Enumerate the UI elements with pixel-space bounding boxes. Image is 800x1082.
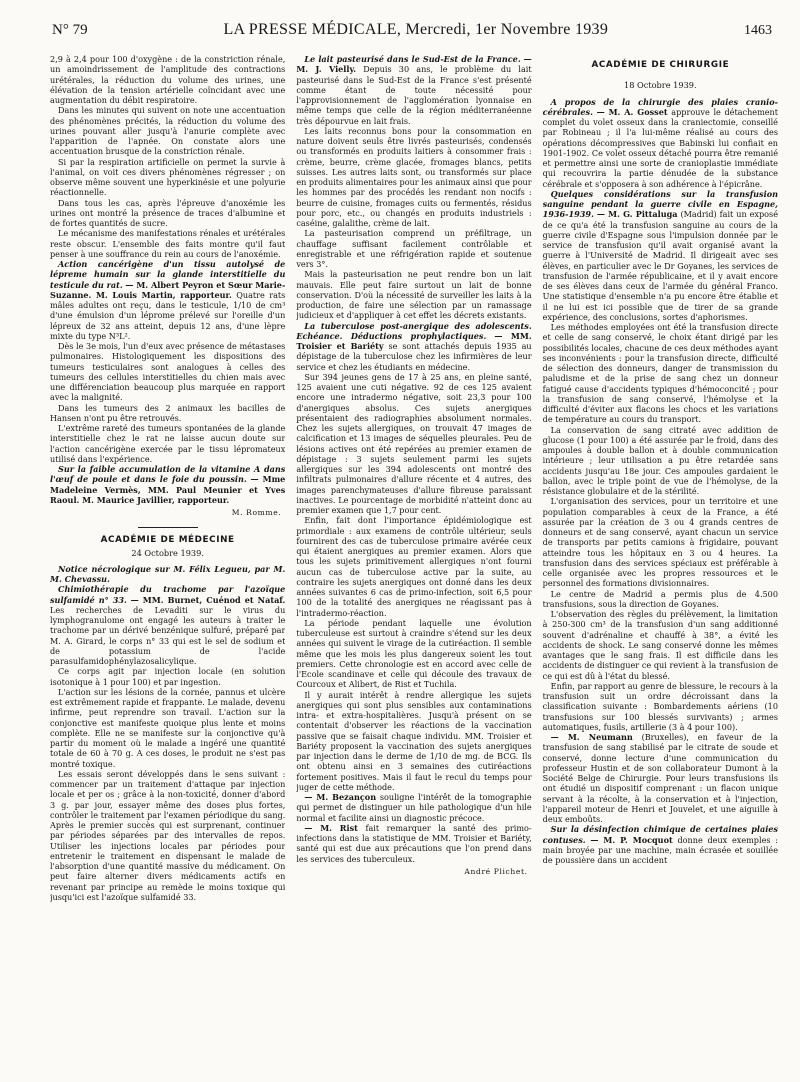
section-title: ACADÉMIE DE CHIRURGIE — [591, 60, 730, 70]
article-text: donne deux exemples : main broyée par une machine, main écrasée et souillée de poussière dans un accident — [542, 834, 778, 865]
article-authors: — M. J. Vielly. — [296, 54, 532, 75]
article-item — [296, 321, 531, 372]
article-authors: — MM. Burnet, Cuénod et Nataf. — [130, 594, 286, 605]
signature: André Plichet. — [464, 866, 528, 876]
paragraph: Les laits reconnus bons pour la consommation en nature doivent seuls être livrés pasteurisés, condensés ou transformés en produits laitiers à consommer frais : crème, beurre, crème glacée, fromages blancs, petits suisses. Les autres laits sont, ou transformés sur place en produits alimentaires pour les animaux ainsi que pour les hommes par des procédés les rendant non nocifs : beurre de cuisine, fromages cuits ou fermentés, résidus pour porc, etc., ou changés en produits industriels : caséine, galalithe, crème de lait. — [296, 125, 532, 228]
article-title: Notice nécrologique sur M. Félix Legueu, par M. M. Chevassu. — [50, 563, 286, 584]
article-item — [50, 259, 285, 341]
paragraph: Le mécanisme des manifestations rénales et urétérales reste obscur. L'ensemble des faits montre qu'il faut penser à une souffrance du rein au cours de l'anoxémie. — [50, 228, 286, 259]
page-header — [52, 21, 772, 43]
article-item — [543, 189, 778, 322]
article-title: Quelques considérations sur la transfusion sanguine pendant la guerre civile en Espagne, 1936-1939. — [542, 188, 778, 220]
article-item — [543, 732, 778, 824]
article-item — [50, 584, 285, 666]
article-text: se sont attachés depuis 1935 au dépistage de la tuberculose chez les infirmières de leur service et chez les étudiants en médecine. — [296, 341, 532, 372]
article-text: approuve le détachement complet du volet osseux dans la craniectomie, conseillé par Robineau ; il l'a lui-même réalisé au cours des opérations décompressives que Babinski lui confiait en 1901-1902. Ce volet osseux détaché pourra être remanié et permettre ainsi une sorte de cranioplastie immédiate qui recouvrira la partie dénudée de la substance cérébrale et s'opposera à son adhérence à l'épicrâne. — [542, 106, 778, 189]
paragraph: L'action sur les lésions de la cornée, pannus et ulcère est extrêmement rapide et frappante. Le malade, devenu infirme, peut reprendre son travail. L'action sur la conjonctive est manifeste quoique plus lente et moins complète. Elle ne se manifeste sur la conjonctive qu'à partir du moment où le malade a ingéré une quantité totale de 60 à 70 g. A ces doses, le produit ne s'est pas montré toxique. — [50, 686, 286, 769]
paragraph: L'organisation des services, pour un territoire et une population comparables à ceux de la France, a été assurée par la création de 3 ou 4 grands centres de donneurs et de sang conservé, ayant chacun un service de transports par petits camions à frigidaire, pouvant atteindre tous les hôpitaux en 3 ou 4 heures. La transfusion dans des services spéciaux est préférable à celle organisée avec les propres ressources et le personnel des formations divisionnaires. — [542, 496, 778, 589]
article-authors: — MM. Troisier et Bariéty — [296, 330, 532, 351]
paragraph: L'extrême rareté des tumeurs spontanées de la glande interstitielle chez le rat ne laisse aucun doute sur l'action cancérigène exercée par le tissu lépromateux utilisé dans l'expérience. — [50, 423, 286, 464]
section-date: 18 Octobre 1939. — [624, 80, 697, 91]
article-text: (Madrid) fait un exposé de ce qu'a été la transfusion sanguine au cours de la guerre civile d'Espagne sous l'impulsion donnée par le service de transfusion qu'il avait organisé avant la guerre à l'Université de Madrid. Il dirigeait avec ses élèves, en particulier avec le Dr Goyanes, les services de transfusion de l'armée républicaine, et il y avait encore de ses élèves dans ceux de l'armée du général Franco. Une statistique d'ensemble n'a pu encore être établie et il ne lui est ici possible que de tirer de sa grande expérience, des conclusions, sortes d'aphorismes. — [542, 209, 778, 322]
paragraph: Les essais seront développés dans le sens suivant : commencer par un traitement d'attaque par injection locale et per os ; grâce à la non-toxicité, donner d'abord 3 g. par jour, essayer même des doses plus fortes, contrôler le traitement par l'examen périodique du sang. Après le premier succès qui est surprenant, continuer par périodes séparées par des intervalles de repos. Utiliser les injections locales par périodes pour entretenir le traitement en dispensant le malade de l'absorption d'une quantité massive du médicament. On peut faire alterner divers médicaments actifs en revenant par principe au remède le moins toxique qui jusqu'ici est l'azoïque sulfamidé 33. — [50, 768, 286, 902]
column-left — [50, 54, 285, 1078]
article-authors: — M. A. Gosset — [596, 106, 668, 117]
article-authors: — M. Rist — [304, 822, 358, 833]
paragraph: Dans les tumeurs des 2 animaux les bacilles de Hansen n'ont pu être retrouvés. — [50, 402, 286, 423]
paragraph: Enfin, par rapport au genre de blessure, le recours à la transfusion suit un ordre décroissant dans la classification suivante : Bombardements aériens (10 transfusions sur 100 blessés survivants) ; armes automatiques, fusils, artillerie (3 à 4 pour 100). — [542, 680, 778, 732]
paragraph: Dans tous les cas, après l'épreuve d'anoxémie les urines ont montré la présence de traces d'albumine et de fortes quantités de sucre. — [50, 197, 286, 228]
article-title: Chimiothérapie du trachome par l'azoïque sulfamidé n° 33. — [50, 584, 286, 605]
article-text: Depuis 30 ans, le problème du lait pasteurisé dans le Sud-Est de la France s'est présenté comme étant de toute nécessité pour l'approvisionnement de l'agglomération lyonnaise en même temps que celle de la région méditerranéenne très dépourvue en lait frais. — [296, 64, 532, 126]
article-text: Quatre rats mâles adultes ont reçu, dans le testicule, 1/10 de cm³ d'une émulsion d'un léprome prélevé sur l'oreille d'un lépreux de 32 ans atteint, depuis 12 ans, d'une lèpre mixte du type N³L². — [50, 289, 286, 341]
paragraph: Dans les minutes qui suivent on note une accentuation des phénomènes précités, la réduction du volume des urines pouvant aller jusqu'à l'anurie complète avec l'apparition de l'apnée. On constate alors une accentuation brusque de la constriction rénale. — [50, 105, 286, 157]
paragraph: 2,9 à 2,4 pour 100 d'oxygène : de la constriction rénale, un amoindrissement de l'amplitude des contractions urétérales, la réduction du volume des urines, une élévation de la tension artérielle coïncidant avec une augmentation du débit respiratoire. — [50, 54, 286, 105]
paragraph: Mais la pasteurisation ne peut rendre bon un lait mauvais. Elle peut faire surtout un lait de bonne conservation. D'où la nécessité de surveiller les laits à la production, de faire une sélection par un ramassage judicieux et d'appliquer à cet effet les décrets existants. — [296, 269, 532, 321]
paragraph: La période pendant laquelle une évolution tuberculeuse est surtout à craindre s'étend sur les deux années qui suivent le virage de la cutiréaction. Il semble même que les mois les plus dangereux soient les tout premiers. Cette chronologie est en accord avec celle de l'Ecole scandinave et celle qui découle des travaux de Courcoux et Alibert, de Rist et Tuchila. — [296, 617, 532, 690]
article-item — [543, 824, 778, 865]
text-columns — [50, 54, 778, 1078]
article-authors: — Mme Madeleine Vermès, MM. Paul Meunier et Yves Raoul. M. Maurice Javillier, rapporteur. — [50, 474, 286, 505]
article-item — [296, 792, 531, 823]
paragraph: L'observation des règles du prélèvement, la limitation à 250-300 cm³ de la transfusion d'un sang additionné souvent d'adrénaline et chauffé à 38°, a évité les accidents de shock. Le sang conservé donne les mêmes avantages que le sang frais. Il est difficile dans les accidents de distinguer ce qui revient à la transfusion de ce qui est dû à l'état du blessé. — [542, 609, 778, 681]
article-text: Les recherches de Levaditi sur le virus du lymphogranulome ont engagé les auteurs à traiter le trachome par un dérivé benzénique sulfuré, préparé par M. A. Girard, le corps n° 33 qui est le sel de sodium et de potassium de l'acide parasulfamidophénylazosalicylique. — [50, 604, 286, 666]
article-text: (Bruxelles), en faveur de la transfusion de sang stabilisé par le citrate de soude et conservé, donne lecture d'une communication du professeur Hustin et de son collaborateur Dumont à la Société Belge de Chirurgie. Pour leurs transfusions ils ont étudié un dispositif comprenant : un flacon unique servant à la récolte, à la conservation et à l'injection, l'appareil moteur de Henri et Jouvelet, et une aiguille à deux emboûts. — [542, 732, 778, 824]
paragraph: Dès le 3e mois, l'un d'eux avec présence de métastases pulmonaires. Histologiquement les dispositions des tumeurs testiculaires sont analogues à celles des tumeurs des cellules interstitielles du chien mais avec une différenciation beaucoup plus marquée en rapport avec la malignité. — [50, 341, 286, 403]
section-date: 24 Octobre 1939. — [131, 547, 204, 558]
article-title: Action cancérigène d'un tissu autolysé de lépreme humain sur la glande interstitielle du testicule du rat. — [50, 259, 286, 290]
journal-title: LA PRESSE MÉDICALE, Mercredi, 1er Novembre 1939 — [223, 21, 609, 38]
article-item — [50, 564, 285, 585]
article-title: Sur la désinfection chimique de certaines plaies contuses. — [542, 824, 778, 845]
column-middle — [296, 54, 531, 1078]
article-title: Le lait pasteurisé dans le Sud-Est de la France. — [304, 54, 521, 64]
paragraph: Si par la respiration artificielle on permet la survie à l'animal, on voit ces divers phénomènes régresser ; on observe même souvent une hyperkinésie et une polyurie réactionnelle. — [50, 156, 286, 198]
paragraph: Le centre de Madrid a permis plus de 4.500 transfusions, sous la direction de Goyanes. — [542, 588, 778, 609]
paragraph: Il y aurait intérêt à rendre allergique les sujets anergiques qui sont plus sensibles aux contaminations intra- et extra-hospitalières. Jusqu'à présent on se contentait d'observer les réactions de la vaccination passive que se faisait chaque individu. MM. Troisier et Bariéty proposent la vaccination des sujets anergiques par injection dans le derme de 1/10 de mg. de BCG. Ils ont obtenu ainsi en 3 semaines des cutiréactions fortement positives. Mais il faut le recul du temps pour juger de cette méthode. — [296, 689, 532, 792]
column-right — [543, 54, 778, 1078]
article-item — [50, 464, 285, 505]
page-number: 1463 — [744, 23, 772, 38]
article-text: fait remarquer la santé des primo-infections dans la statistique de MM. Troisier et Bariéty, santé qui est due aux précautions que l'on prend dans les services des tuberculeux. — [296, 822, 532, 864]
paragraph: Ce corps agit par injection locale (en solution isotonique à 1 pour 100) et par ingestion. — [50, 666, 286, 687]
signature: M. Romme. — [231, 508, 282, 517]
article-item — [296, 54, 531, 126]
section-divider — [138, 527, 198, 528]
paragraph: Enfin, fait dont l'importance épidémiologique est primordiale : aux examens de contrôle ultérieur, seuls fournirent des cas de tuberculose primaire avérée ceux qui étaient anergiques au premier examen. Alors que tous les sujets primitivement allergiques n'ont fourni aucun cas de tuberculose active par la suite, au contraire les sujets anergiques ont donné dans les deux années suivantes 6 cas de primo-infection, soit 6,5 pour 100 de la totalité des anergiques ne réagissant pas à l'intradermo-réaction. — [296, 515, 532, 618]
paragraph: Les méthodes employées ont été la transfusion directe et celle de sang conservé, le choix étant dirigé par les possibilités locales, chacune de ces deux méthodes ayant ses inconvénients : pour la transfusion directe, difficulté de sélection des donneurs, danger de transmission du paludisme et de la prise de sang chez un donneur fatigué cause d'accidents typiques d'hémoconcité ; pour la transfusion de sang conservé, l'hémolyse et la difficulté d'éviter aux flacons les chocs et les variations de température au cours du transport. — [542, 322, 778, 425]
section-title: ACADÉMIE DE MÉDECINE — [100, 535, 235, 546]
article-text: souligne l'intérêt de la tomographie qui permet de distinguer un hile pathologique d'un hile normal et facilite ainsi un diagnostic précoce. — [296, 792, 532, 823]
article-title: A propos de la chirurgie des plaies cranio-cérébrales. — [542, 96, 778, 117]
article-item — [296, 823, 531, 864]
paragraph: La pasteurisation comprend un préfiltrage, un chauffage suffisant facilement contrôlable et enregistrable et une réfrigération rapide et soutenue vers 3°. — [296, 228, 532, 269]
paragraph: Sur 394 jeunes gens de 17 à 25 ans, en pleine santé, 125 avaient une cuti négative. 92 de ces 125 avaient encore une intradermo négative, soit 23,3 pour 100 d'anergiques absolus. Ces sujets anergiques présentaient des radiographies absolument normales. Chez les sujets allergiques, on trouvait 47 images de calcification et 13 images de séquelles pleurales. Peu de lésions actives ont été repérées au premier examen de dépistage : 3 sujets seulement parmi les sujets allergiques sur les 394 adolescents ont montré des infiltrats pulmonaires d'allure récente et 4 autres, des images parenchymateuses d'allure fibreuse paraissant inactives. Le pourcentage de morbidité n'atteint donc au premier examen que 1,7 pour cent. — [296, 371, 532, 515]
article-authors: — M. G. Pittaluga — [596, 209, 678, 220]
article-authors: — M. P. Mocquot — [590, 834, 673, 845]
article-title: La tuberculose post-anergique des adolescents. Echéance. Déductions prophylactiques. — [296, 320, 532, 341]
article-title: Sur la faible accumulation de la vitamine A dans l'œuf de poule et dans le foie du poussin. — [50, 464, 286, 485]
paragraph: La conservation de sang citraté avec addition de glucose (1 pour 100) a été assurée par le froid, dans des ampoules à double ballon et à double communication intérieure ; leur utilisation a pu être retardée sans accidents jusqu'au 18e jour. Ces ampoules gardaient le ballon, avec le triple point de vue de l'hémolyse, de la résistance globulaire et de la stérilité. — [542, 424, 778, 496]
article-item — [543, 97, 778, 189]
article-authors: — M. Bezançon — [304, 792, 377, 802]
issue-number: N° 79 — [52, 22, 88, 38]
article-authors: — M. Albert Peyron et Sœur Marie-Suzanne. M. Louis Martin, rapporteur. — [50, 279, 286, 300]
article-authors: — M. Neumann — [550, 732, 633, 742]
